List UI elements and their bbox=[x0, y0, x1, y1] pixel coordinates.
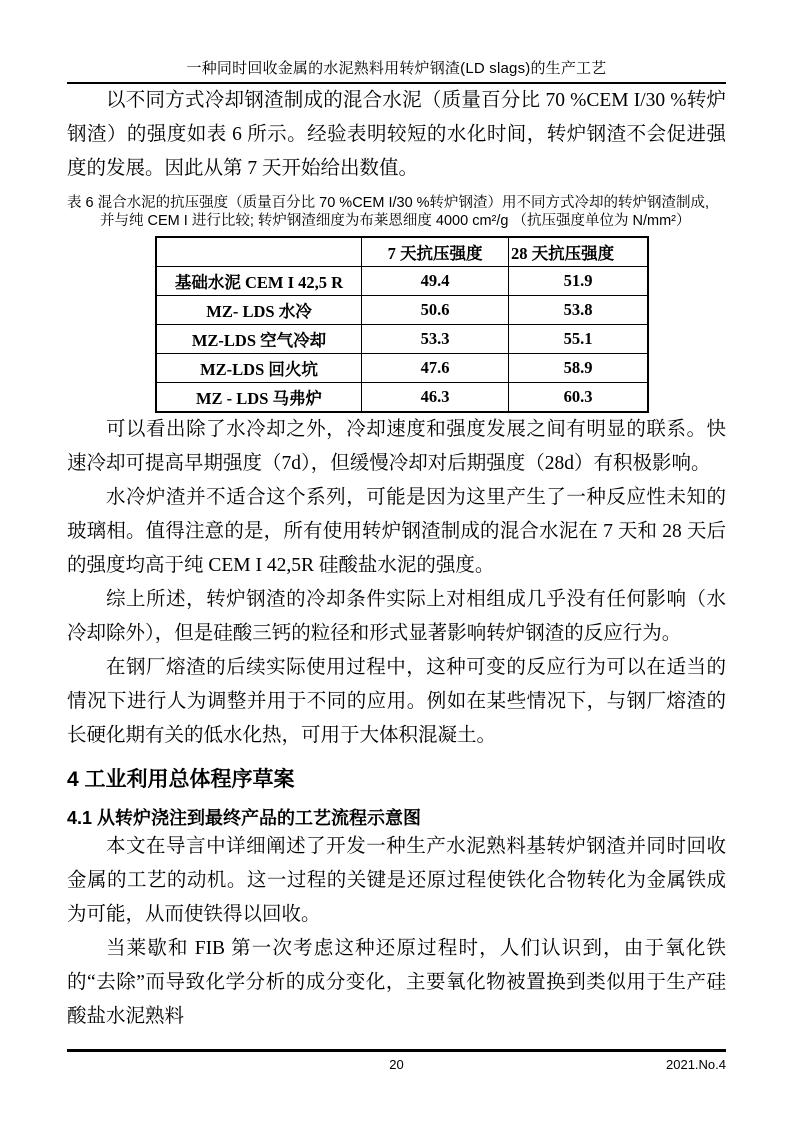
table-caption bbox=[67, 194, 726, 230]
value-28day: 51.9 bbox=[509, 267, 649, 296]
table-row bbox=[156, 267, 648, 296]
value-28day: 53.8 bbox=[509, 296, 649, 325]
value-28day: 55.1 bbox=[509, 325, 649, 354]
value-28day: 60.3 bbox=[509, 383, 649, 413]
value-7day: 50.6 bbox=[362, 296, 509, 325]
table-6-head bbox=[156, 237, 648, 267]
paragraph: 在钢厂熔渣的后续实际使用过程中，这种可变的反应行为可以在适当的情况下进行人为调整并用于不同的应用。例如在某些情况下，与钢厂熔渣的长硬化期有关的低水化热，可用于大体积混凝土。 bbox=[67, 657, 726, 746]
row-label: MZ- LDS 水冷 bbox=[156, 296, 362, 325]
table-row bbox=[156, 325, 648, 354]
value-7day: 49.4 bbox=[362, 267, 509, 296]
paragraph: 以不同方式冷却钢渣制成的混合水泥（质量百分比 70 %CEM I/30 %转炉钢渣）的强度如表 6 所示。经验表明较短的水化时间，转炉钢渣不会促进强度的发展。因此从第 7 天开始给出数值。 bbox=[67, 90, 726, 179]
table-6-body bbox=[156, 267, 648, 413]
paragraph: 可以看出除了水冷却之外，冷却速度和强度发展之间有明显的联系。快速冷却可提高早期强度（7d），但缓慢冷却对后期强度（28d）有积极影响。 bbox=[67, 419, 726, 474]
table-6 bbox=[155, 236, 649, 413]
table-caption-line1: 表 6 混合水泥的抗压强度（质量百分比 70 %CEM I/30 %转炉钢渣）用不同方式冷却的转炉钢渣制成, bbox=[67, 195, 710, 211]
row-label: MZ-LDS 回火坑 bbox=[156, 354, 362, 383]
table-header-7day: 7 天抗压强度 bbox=[362, 237, 509, 267]
table-header-blank bbox=[156, 237, 362, 267]
section-heading-4-1: 4.1 从转炉浇注到最终产品的工艺流程示意图 bbox=[67, 808, 422, 828]
table-header-28day: 28 天抗压强度 bbox=[509, 237, 649, 267]
table-row bbox=[156, 383, 648, 413]
value-7day: 46.3 bbox=[362, 383, 509, 413]
paragraph: 水冷炉渣并不适合这个系列，可能是因为这里产生了一种反应性未知的玻璃相。值得注意的是，所有使用转炉钢渣制成的混合水泥在 7 天和 28 天后的强度均高于纯 CEM I 42,5R 硅酸盐水泥的强度。 bbox=[67, 487, 726, 576]
paragraph: 综上所述，转炉钢渣的冷却条件实际上对相组成几乎没有任何影响（水冷却除外），但是硅酸三钙的粒径和形式显著影响转炉钢渣的反应行为。 bbox=[67, 589, 726, 644]
row-label: 基础水泥 CEM I 42,5 R bbox=[156, 267, 362, 296]
running-header-title: 一种同时回收金属的水泥熟料用转炉钢渣(LD slags)的生产工艺 bbox=[186, 60, 607, 77]
table-row bbox=[156, 354, 648, 383]
section-heading-4: 4 工业利用总体程序草案 bbox=[67, 768, 295, 791]
value-7day: 53.3 bbox=[362, 325, 509, 354]
page-number: 20 bbox=[389, 1057, 404, 1072]
row-label: MZ-LDS 空气冷却 bbox=[156, 325, 362, 354]
paragraph: 当莱歇和 FIB 第一次考虑这种还原过程时，人们认识到，由于氧化铁的“去除”而导致化学分析的成分变化，主要氧化物被置换到类似用于生产硅酸盐水泥熟料 bbox=[67, 938, 726, 1027]
table-row bbox=[156, 296, 648, 325]
footer-rule bbox=[67, 1049, 726, 1052]
issue-label: 2021.No.4 bbox=[666, 1057, 726, 1072]
page-footer bbox=[67, 1057, 726, 1075]
table-header-row bbox=[156, 237, 648, 267]
value-28day: 58.9 bbox=[509, 354, 649, 383]
paragraph: 本文在导言中详细阐述了开发一种生产水泥熟料基转炉钢渣并同时回收金属的工艺的动机。这一过程的关键是还原过程使铁化合物转化为金属铁成为可能，从而使铁得以回收。 bbox=[67, 836, 726, 925]
value-7day: 47.6 bbox=[362, 354, 509, 383]
table-caption-line2: 并与纯 CEM I 进行比较; 转炉钢渣细度为布莱恩细度 4000 cm²/g （抗压强度单位为 N/mm²） bbox=[100, 213, 691, 229]
page-content bbox=[67, 84, 726, 1034]
row-label: MZ - LDS 马弗炉 bbox=[156, 383, 362, 413]
